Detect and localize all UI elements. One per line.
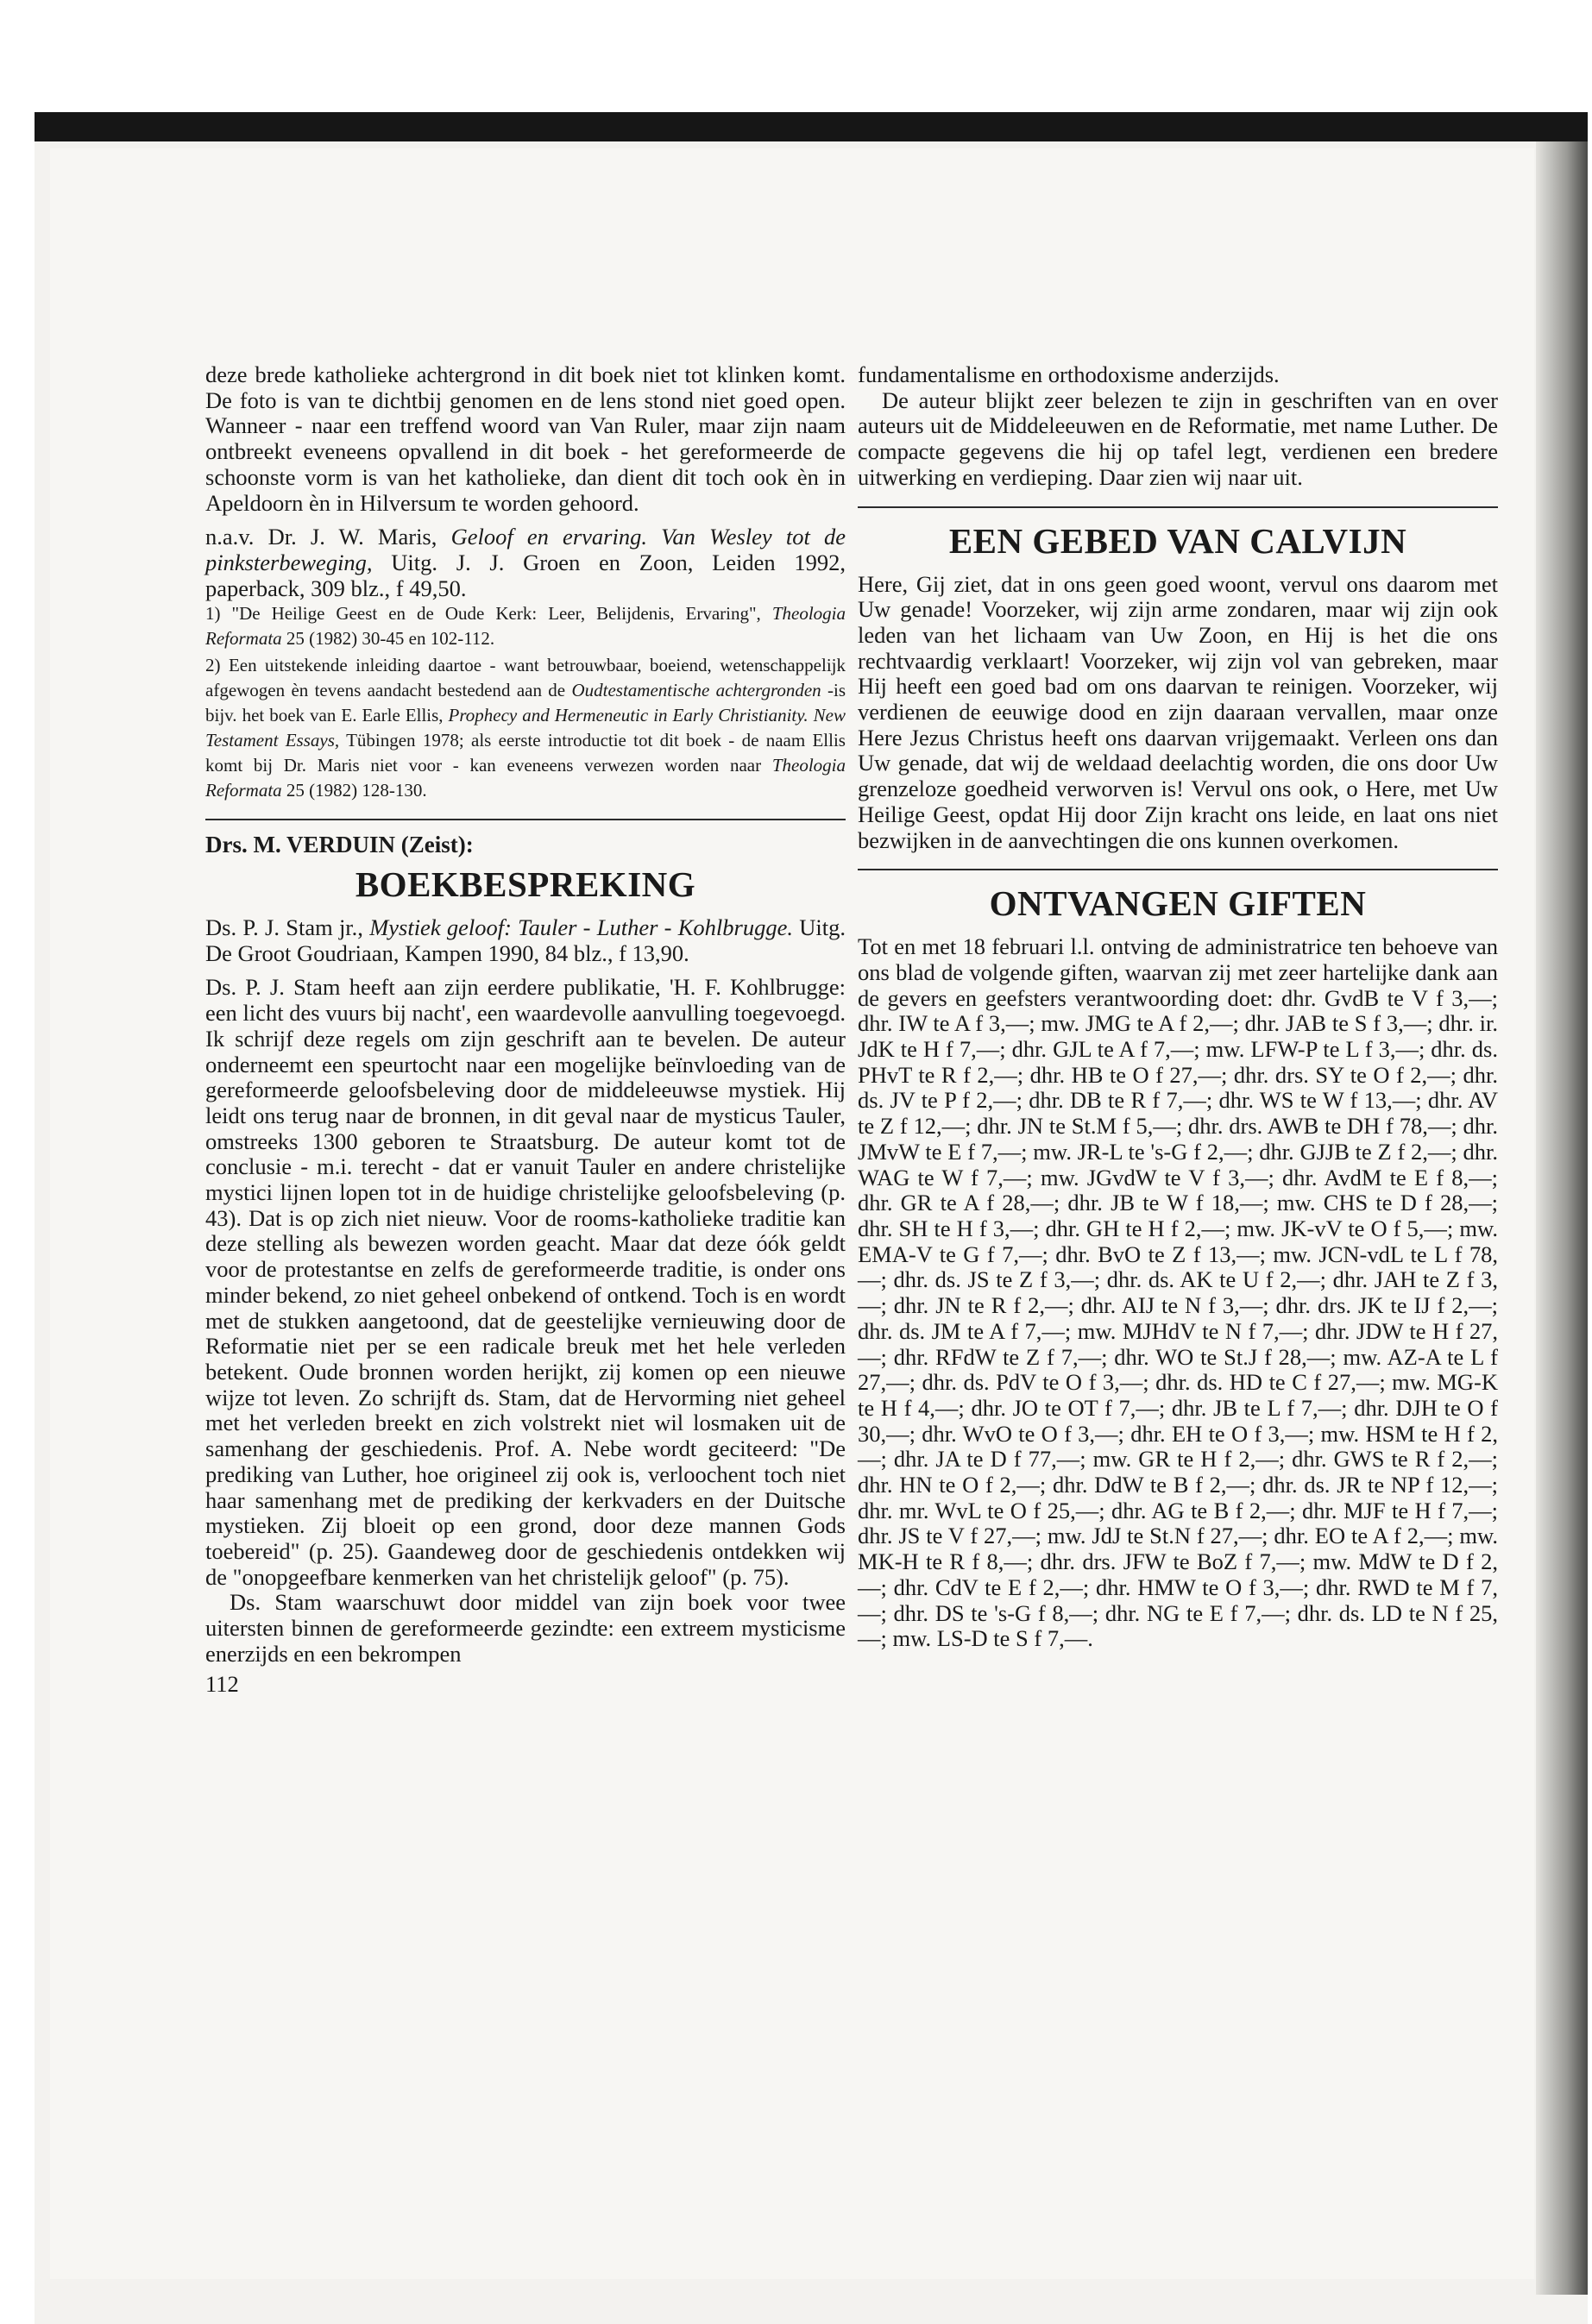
magazine-page	[50, 148, 1534, 2279]
book-title-geloof: Geloof en ervaring. Van Wesley tot de pinksterbeweging,	[205, 524, 846, 575]
book-publisher-info: Uitg. J. J. Groen en Zoon, Leiden 1992, paperback, 309 blz., f 49,50.	[205, 549, 846, 601]
review-paragraph-1: Ds. P. J. Stam heeft aan zijn eerdere publikatie, 'H. F. Kohlbrugge: een licht des vuurs bij nacht', een waardevolle aanvulling toegevoegd. Ik schrijf deze regels om zijn geschrift aan te bevelen. De auteur onderneemt een speurtocht naar een mogelijke beïnvloeding van de gereformeerde geloofsbeleving door de middeleeuwse mystiek. Hij leidt ons terug naar de bronnen, in dit geval naar de mysticus Tauler, omstreeks 1300 geboren te Straatsburg. De auteur komt tot de conclusie - m.i. terecht - dat er vanuit Tauler en andere christelijke mystici lijnen lopen tot in de huidige christelijke geloofsbeleving (p. 43). Dat is op zich niet nieuw. Voor de rooms-katholieke traditie kan deze stelling als bewezen worden geacht. Maar dat deze óók geldt voor de protestantse en zelfs de gereformeerde traditie, is onder ons minder bekend, zo niet geheel onbekend of ontkend. Toch is en wordt met de stukken aangetoond, dat de geestelijke vernieuwing door de Reformatie niet per se een radicale breuk met het hele verleden betekent. Oude bronnen worden herijkt, zij komen op een nieuwe wijze tot leven. Zo schrijft ds. Stam, dat de Hervorming niet geheel met het verleden breekt en zich volstrekt niet wil losmaken uit de samenhang der geschiedenis. Prof. A. Nebe wordt geciteerd: "De prediking van Luther, hoe origineel zij ook is, verloochent toch niet haar samenhang met de prediking der kerkvaders en der Duitsche mystieken. Zij bloeit op een grond, door deze mannen Gods toebereid" (p. 25). Gaandeweg door de geschiedenis ontdekken wij de "onopgeefbare kenmerken van het christelijk geloof" (p. 75).	[205, 974, 846, 1590]
review-paragraph-2: Ds. Stam waarschuwt door middel van zijn boek voor twee uitersten binnen de gereformeerde gezindte: een extreem mysticisme enerzijds en een bekrompen	[205, 1589, 846, 1667]
review-byline: Drs. M. VERDUIN (Zeist):	[205, 832, 474, 858]
reviewed-book	[205, 915, 846, 966]
footnote-2-text-b: -is bijv. het boek van E. Earle Ellis,	[205, 680, 846, 726]
review-closing-paragraph: De auteur blijkt zeer belezen te zijn in geschriften van en over auteurs uit de Middeleeuwen en de Reformatie, met name Luther. De compacte gegevens die hij op tafel legt, verdienen een bredere uitwerking en verdieping. Daar zien wij naar uit.	[858, 386, 1498, 490]
heading-ontvangen-giften: ONTVANGEN GIFTEN	[989, 883, 1367, 924]
reviewed-book-publisher: Uitg. De Groot Goudriaan, Kampen 1990, 84 blz., f 13,90.	[205, 914, 846, 966]
footnote-1-journal: Theologia Reformata	[205, 603, 846, 650]
page-edge-shadow	[1536, 141, 1588, 2295]
footnote-1-text: 1) "De Heilige Geest en de Oude Kerk: Leer, Belijdenis, Ervaring",	[205, 603, 761, 625]
footnote-2-journal: Theologia Reformata	[205, 755, 846, 801]
reviewed-book-author: Ds. P. J. Stam jr.,	[205, 914, 363, 941]
right-column	[858, 362, 1498, 1652]
footnote-2-title-2: Prophecy and Hermeneutic in Early Christianity. New Testament Essays,	[205, 705, 846, 751]
heading-boekbespreking: BOEKBESPREKING	[355, 864, 696, 905]
book-reference	[205, 524, 846, 601]
gifts-list: Tot en met 18 februari l.l. ontving de administratrice ten behoeve van ons blad de volgende giften, waarvan zij met zeer hartelijke dank aan de gevers en geefsters verantwoording doet: dhr. GvdB te V f 3,—; dhr. IW te A f 3,—; mw. JMG te A f 2,—; dhr. JAB te S f 3,—; dhr. ir. JdK te H f 7,—; dhr. GJL te A f 7,—; mw. LFW-P te L f 3,—; dhr. ds. PHvT te R f 2,—; dhr. HB te O f 27,—; dhr. drs. SY te O f 2,—; dhr. ds. JV te P f 2,—; dhr. DB te R f 7,—; dhr. WS te W f 13,—; dhr. AV te Z f 12,—; dhr. JN te St.M f 5,—; dhr. drs. AWB te DH f 78,—; dhr. JMvW te E f 7,—; mw. JR-L te 's-G f 2,—; dhr. GJJB te Z f 2,—; dhr. WAG te W f 7,—; mw. JGvdW te V f 3,—; dhr. AvdM te E f 8,—; dhr. GR te A f 28,—; dhr. JB te W f 18,—; mw. CHS te D f 28,—; dhr. SH te H f 3,—; dhr. GH te H f 2,—; mw. JK-vV te O f 5,—; mw. EMA-V te G f 7,—; dhr. BvO te Z f 13,—; mw. JCN-vdL te L f 78,—; dhr. ds. JS te Z f 3,—; dhr. ds. AK te U f 2,—; dhr. JAH te Z f 3,—; dhr. JN te R f 2,—; dhr. AIJ te N f 3,—; dhr. drs. JK te IJ f 2,—; dhr. ds. JM te A f 7,—; mw. MJHdV te N f 7,—; dhr. JDW te H f 27,—; dhr. RFdW te Z f 7,—; dhr. WO te St.J f 28,—; mw. AZ-A te L f 27,—; dhr. ds. PdV te O f 3,—; dhr. ds. HD te C f 27,—; mw. MG-K te H f 4,—; dhr. JO te OT f 7,—; dhr. JB te L f 7,—; dhr. DJH te O f 30,—; dhr. WvO te O f 3,—; dhr. EH te O f 3,—; mw. HSM te H f 2,—; dhr. JA te D f 77,—; mw. GR te H f 2,—; dhr. GWS te R f 2,—; dhr. HN te O f 2,—; dhr. DdW te B f 2,—; dhr. ds. JR te NP f 12,—; dhr. mr. WvL te O f 25,—; dhr. AG te B f 2,—; dhr. MJF te H f 7,—; dhr. JS te V f 27,—; mw. JdJ te St.N f 27,—; dhr. EO te A f 2,—; mw. MK-H te R f 8,—; dhr. drs. JFW te BoZ f 7,—; mw. MdW te D f 2,—; dhr. CdV te E f 2,—; dhr. HMW te O f 3,—; dhr. RWD te M f 7,—; dhr. DS te 's-G f 8,—; dhr. NG te E f 7,—; dhr. ds. LD te N f 25,—; mw. LS-D te S f 7,—.	[858, 933, 1498, 1652]
footnote-2-text: 2) Een uitstekende inleiding daartoe - want betrouwbaar, boeiend, wetenschappelijk afgewogen èn tevens aandacht bestedend aan de	[205, 655, 846, 701]
section-divider	[205, 819, 846, 820]
continued-paragraph: fundamentalisme en orthodoxisme anderzijds.	[858, 361, 1280, 387]
prayer-text: Here, Gij ziet, dat in ons geen goed woont, vervul ons daarom met Uw genade! Voorzeker, wij zijn arme zondaren, maar wij zijn ook leden van het lichaam van Uw Zoon, en Hij is het die ons rechtvaardig verklaart! Voorzeker, wij zijn vol van gebreken, maar Hij heeft een goed bad om ons daarvan te reinigen. Voorzeker, wij verdienen de eeuwige dood en zijn daaraan vervallen, maar onze Here Jezus Christus heeft ons daarvan vrijgemaakt. Verleen ons dan Uw genade, dat wij de weldaad deelachtig worden, die ons door Uw grenzeloze goedheid verworven is! Vervul ons ook, o Here, met Uw Heilige Geest, opdat Hij door Zijn kracht ons leide, en laat ons niet bezwijken in de aanvechtingen die ons kunnen overkomen.	[858, 570, 1498, 853]
footnote-2	[205, 653, 846, 803]
footnote-2-title-1: Oudtestamentische achtergronden	[571, 680, 821, 701]
heading-gebed-calvijn: EEN GEBED VAN CALVIJN	[948, 520, 1407, 561]
footnote-1	[205, 601, 846, 651]
footnote-2-pages: 25 (1982) 128-130.	[286, 780, 427, 801]
reviewed-book-title: Mystiek geloof: Tauler - Luther - Kohlbrugge.	[369, 914, 793, 941]
intro-paragraph: deze brede katholieke achtergrond in dit boek niet tot klinken komt. De foto is van te dichtbij genomen en de lens stond niet goed open. Wanneer - naar een treffend woord van Van Ruler, maar zijn naam ontbreekt eveneens opvallend in dit boek - het gereformeerde de schoonste vorm is van het katholieke, dan dient dit toch ook èn in Apeldoorn èn in Hilversum te worden gehoord.	[205, 361, 846, 516]
page-number: 112	[205, 1671, 239, 1698]
section-divider	[858, 869, 1498, 870]
left-column	[205, 362, 846, 1698]
review-signature: n.a.v. Dr. J. W. Maris,	[205, 524, 437, 550]
footnote-1-pages: 25 (1982) 30-45 en 102-112.	[286, 628, 495, 650]
footnote-2-text-c: Tübingen 1978; als eerste introductie tot dit boek - de naam Ellis komt bij Dr. Maris niet voor - kan eveneens verwezen worden naar	[205, 730, 846, 776]
section-divider	[858, 506, 1498, 508]
